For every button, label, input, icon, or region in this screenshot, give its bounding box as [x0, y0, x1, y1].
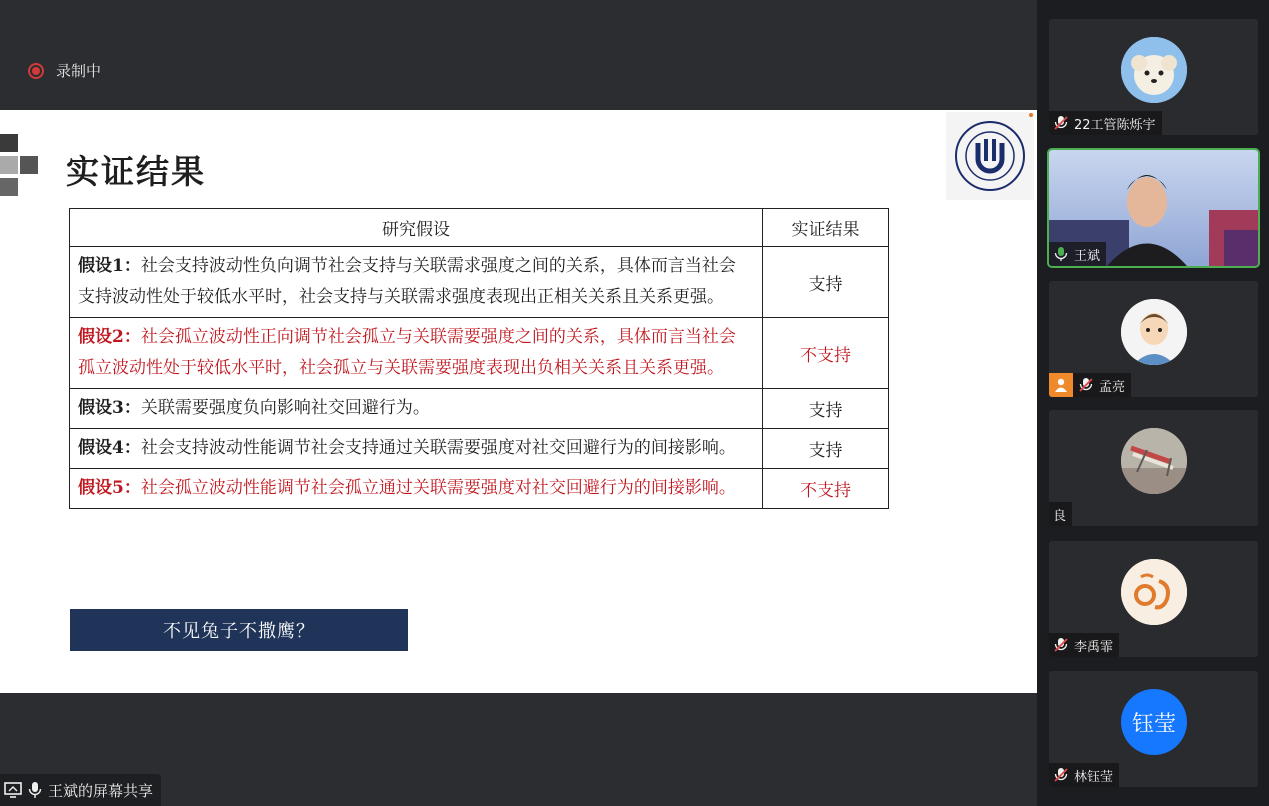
hypothesis-label: 假设2：: [78, 327, 141, 347]
participant-tile[interactable]: [1049, 19, 1258, 135]
mic-muted-icon: [1078, 377, 1094, 393]
hypothesis-cell: [70, 429, 763, 469]
beach-chair-avatar-icon: [1121, 428, 1187, 494]
participant-tile[interactable]: [1049, 671, 1258, 787]
avatar-initials: 钰莹: [1131, 711, 1176, 737]
hypothesis-label: 假设1：: [78, 256, 141, 276]
mic-icon: [1053, 246, 1069, 262]
participant-nametag: [1049, 373, 1131, 397]
host-badge-icon: [1049, 373, 1073, 397]
hypothesis-cell: [70, 318, 763, 389]
participant-avatar: [1121, 689, 1187, 755]
mic-muted-icon: [1053, 767, 1069, 783]
participant-nametag: [1049, 763, 1119, 787]
participant-tile[interactable]: [1049, 410, 1258, 526]
result-cell: 不支持: [763, 469, 889, 509]
participant-avatar: [1121, 37, 1187, 103]
cartoon-boy-avatar-icon: [1121, 299, 1187, 365]
participant-name: 孟亮: [1099, 379, 1126, 395]
hypothesis-table: [69, 208, 889, 509]
hypothesis-cell: [70, 247, 763, 318]
table-row: [70, 318, 889, 389]
hypothesis-text: 关联需要强度负向影响社交回避行为。: [140, 398, 430, 418]
hypothesis-text: 社会支持波动性能调节社会支持通过关联需要强度对社交回避行为的间接影响。: [140, 438, 736, 458]
result-cell: 支持: [763, 429, 889, 469]
hypothesis-cell: [70, 469, 763, 509]
university-logo: [946, 112, 1034, 200]
screen-share-icon: [4, 782, 22, 798]
participant-name: 王斌: [1074, 248, 1101, 264]
mic-muted-icon: [1053, 637, 1069, 653]
screen-share-indicator[interactable]: [0, 774, 161, 806]
hypothesis-cell: [70, 389, 763, 429]
title-decoration: [0, 134, 40, 196]
header-result: 实证结果: [763, 209, 889, 247]
face-drawing-avatar-icon: [1121, 559, 1187, 625]
participant-nametag: [1049, 242, 1106, 266]
hypothesis-text: 社会孤立波动性能调节社会孤立通过关联需要强度对社交回避行为的间接影响。: [140, 478, 736, 498]
participant-tile[interactable]: [1049, 281, 1258, 397]
hypothesis-label: 假设5：: [78, 478, 141, 498]
recording-label: 录制中: [56, 62, 102, 80]
record-icon: [28, 63, 44, 79]
table-row: [70, 247, 889, 318]
table-header-row: [70, 209, 889, 247]
hypothesis-text: 社会孤立波动性正向调节社会孤立与关联需要强度之间的关系，具体而言当社会孤立波动性处于较低水平时，社会孤立与关联需要强度表现出负相关关系且关系更强。: [78, 327, 736, 378]
participant-tile[interactable]: [1049, 541, 1258, 657]
shanghai-university-emblem: [953, 119, 1027, 193]
participant-nametag: [1049, 633, 1119, 657]
slide-title: 实证结果: [66, 152, 206, 191]
table-row: [70, 389, 889, 429]
participant-avatar: [1121, 428, 1187, 494]
slide-ribbon: 不见兔子不撒鹰？: [70, 609, 408, 651]
participant-nametag: [1049, 111, 1162, 135]
table-row: [70, 469, 889, 509]
participant-tile-active[interactable]: [1049, 150, 1258, 266]
participant-avatar: [1121, 299, 1187, 365]
result-cell: 支持: [763, 389, 889, 429]
participant-name: 林钰莹: [1074, 769, 1114, 785]
participant-avatar: [1121, 559, 1187, 625]
participant-name: 李禹霏: [1074, 639, 1114, 655]
participant-nametag: [1049, 502, 1072, 526]
participant-name: 良: [1053, 508, 1067, 524]
recording-indicator: [28, 60, 101, 81]
table-row: [70, 429, 889, 469]
hypothesis-label: 假设3：: [78, 398, 141, 418]
mic-muted-icon: [1053, 115, 1069, 131]
header-hypothesis: 研究假设: [70, 209, 763, 247]
hypothesis-text: 社会支持波动性负向调节社会支持与关联需求强度之间的关系，具体而言当社会支持波动性处于较低水平时，社会支持与关联需求强度表现出正相关关系且关系更强。: [78, 256, 736, 307]
screen-share-label: 王斌的屏幕共享: [48, 781, 154, 800]
result-cell: 支持: [763, 247, 889, 318]
shared-slide: [0, 110, 1037, 693]
participant-panel: [1037, 0, 1269, 806]
participant-name: 22工管陈烁宇: [1074, 117, 1156, 133]
logo-marker: [1029, 113, 1033, 117]
dog-avatar-icon: [1121, 37, 1187, 103]
hypothesis-label: 假设4：: [78, 438, 141, 458]
result-cell: 不支持: [763, 318, 889, 389]
mic-icon: [28, 781, 42, 799]
